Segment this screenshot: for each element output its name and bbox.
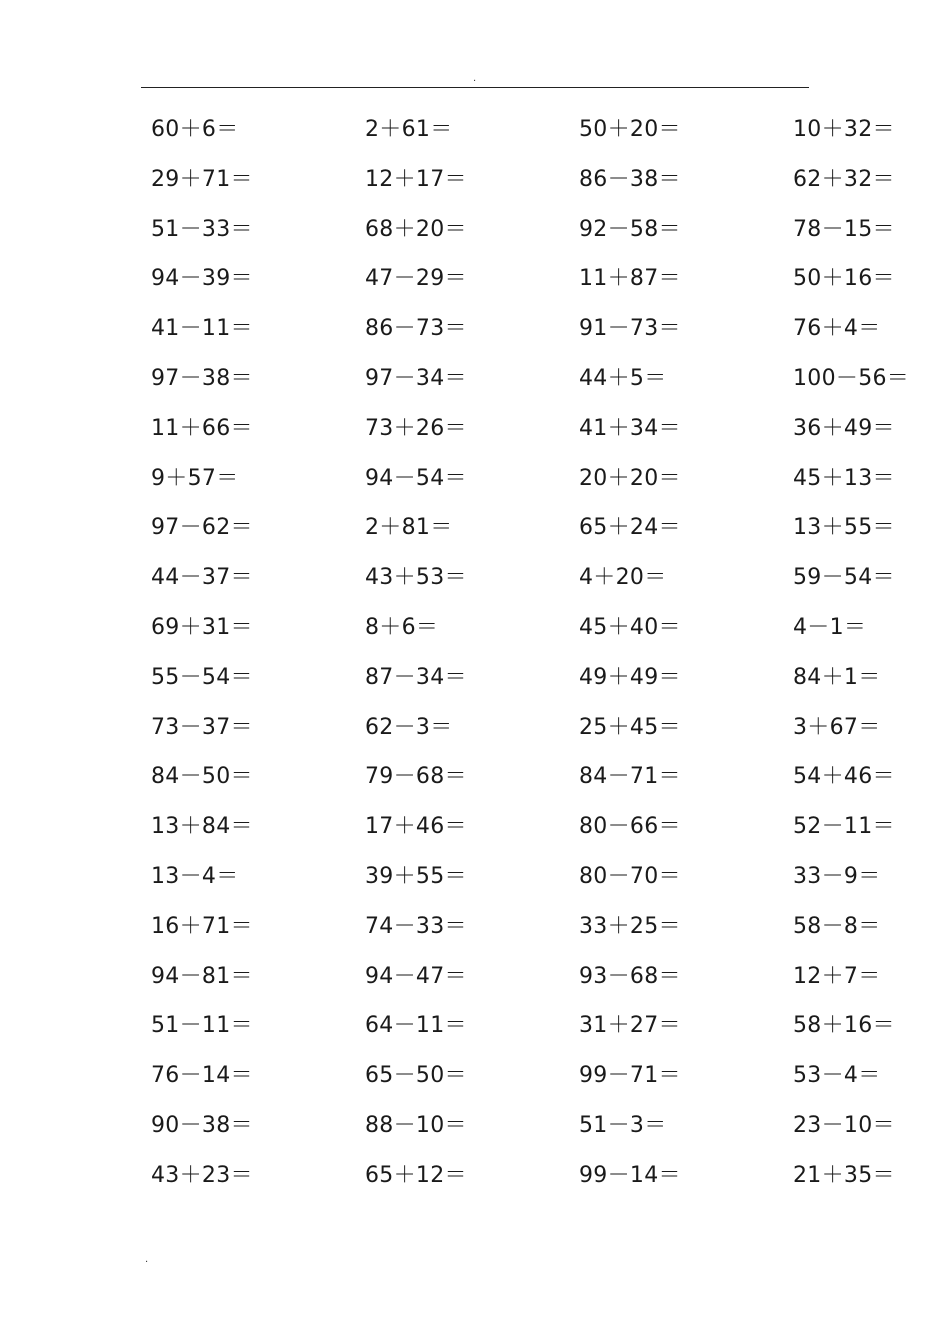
math-problem: 2＋61＝ <box>365 117 453 142</box>
math-problem: 11＋87＝ <box>579 266 681 292</box>
math-problem: 17＋46＝ <box>365 814 467 840</box>
math-problem: 55－54＝ <box>151 664 253 690</box>
math-problem: 94－81＝ <box>151 963 253 989</box>
math-problem: 91－73＝ <box>579 316 681 342</box>
math-problem: 97－34＝ <box>365 365 467 391</box>
math-problem: 12＋17＝ <box>365 166 467 192</box>
math-problem: 58－8＝ <box>793 913 881 939</box>
math-problem: 65＋24＝ <box>579 515 681 541</box>
math-problem: 93－68＝ <box>579 963 681 989</box>
math-problem: 13＋55＝ <box>793 515 895 541</box>
math-problem: 3＋67＝ <box>793 714 881 740</box>
math-problem: 65－50＝ <box>365 1063 467 1089</box>
math-problem: 50＋16＝ <box>793 266 895 292</box>
math-problem: 53－4＝ <box>793 1063 881 1089</box>
math-problem: 11＋66＝ <box>151 415 253 441</box>
math-problem: 10＋32＝ <box>793 117 895 142</box>
math-problem: 92－58＝ <box>579 216 681 242</box>
math-problem: 39＋55＝ <box>365 863 467 889</box>
math-problem: 90－38＝ <box>151 1112 253 1138</box>
math-problem: 99－14＝ <box>579 1162 681 1188</box>
math-problem: 2＋81＝ <box>365 515 453 541</box>
math-problem: 44＋5＝ <box>579 365 667 391</box>
math-problem: 86－73＝ <box>365 316 467 342</box>
math-problem: 45＋40＝ <box>579 614 681 640</box>
math-problem: 79－68＝ <box>365 764 467 790</box>
math-problem: 94－54＝ <box>365 465 467 491</box>
math-problem: 97－62＝ <box>151 515 253 541</box>
math-problem: 64－11＝ <box>365 1013 467 1039</box>
math-problem: 51－3＝ <box>579 1112 667 1138</box>
math-problem: 43＋23＝ <box>151 1162 253 1188</box>
math-problem: 20＋20＝ <box>579 465 681 491</box>
math-problem: 62＋32＝ <box>793 166 895 192</box>
problem-grid <box>151 113 943 1209</box>
math-problem: 41－11＝ <box>151 316 253 342</box>
math-problem: 84＋1＝ <box>793 664 881 690</box>
math-problem: 45＋13＝ <box>793 465 895 491</box>
math-problem: 65＋12＝ <box>365 1162 467 1188</box>
math-problem: 8＋6＝ <box>365 614 439 640</box>
math-problem: 68＋20＝ <box>365 216 467 242</box>
math-problem: 73－37＝ <box>151 714 253 740</box>
math-problem: 29＋71＝ <box>151 166 253 192</box>
math-problem: 49＋49＝ <box>579 664 681 690</box>
header-rule <box>141 87 809 88</box>
math-problem: 99－71＝ <box>579 1063 681 1089</box>
math-problem: 41＋34＝ <box>579 415 681 441</box>
math-problem: 4＋20＝ <box>579 565 667 591</box>
math-problem: 73＋26＝ <box>365 415 467 441</box>
math-problem: 50＋20＝ <box>579 117 681 142</box>
math-problem: 78－15＝ <box>793 216 895 242</box>
math-problem: 12＋7＝ <box>793 963 881 989</box>
footer-mark: . <box>145 1254 149 1265</box>
math-problem: 87－34＝ <box>365 664 467 690</box>
math-problem: 69＋31＝ <box>151 614 253 640</box>
math-problem: 43＋53＝ <box>365 565 467 591</box>
math-problem: 80－70＝ <box>579 863 681 889</box>
math-problem: 33－9＝ <box>793 863 881 889</box>
math-problem: 51－33＝ <box>151 216 253 242</box>
math-problem: 36＋49＝ <box>793 415 895 441</box>
math-problem: 84－50＝ <box>151 764 253 790</box>
math-problem: 100－56＝ <box>793 365 910 391</box>
math-problem: 88－10＝ <box>365 1112 467 1138</box>
header-mark: . <box>473 73 477 84</box>
math-problem: 84－71＝ <box>579 764 681 790</box>
math-problem: 47－29＝ <box>365 266 467 292</box>
math-problem: 21＋35＝ <box>793 1162 895 1188</box>
math-problem: 9＋57＝ <box>151 465 239 491</box>
math-problem: 33＋25＝ <box>579 913 681 939</box>
math-problem: 76＋4＝ <box>793 316 881 342</box>
math-problem: 4－1＝ <box>793 614 867 640</box>
math-problem: 13＋84＝ <box>151 814 253 840</box>
math-problem: 58＋16＝ <box>793 1013 895 1039</box>
math-problem: 94－39＝ <box>151 266 253 292</box>
math-problem: 44－37＝ <box>151 565 253 591</box>
math-problem: 52－11＝ <box>793 814 895 840</box>
math-problem: 23－10＝ <box>793 1112 895 1138</box>
math-problem: 80－66＝ <box>579 814 681 840</box>
math-problem: 13－4＝ <box>151 863 239 889</box>
math-problem: 94－47＝ <box>365 963 467 989</box>
math-problem: 76－14＝ <box>151 1063 253 1089</box>
math-problem: 74－33＝ <box>365 913 467 939</box>
math-problem: 51－11＝ <box>151 1013 253 1039</box>
math-problem: 60＋6＝ <box>151 117 239 142</box>
math-problem: 59－54＝ <box>793 565 895 591</box>
math-problem: 62－3＝ <box>365 714 453 740</box>
math-problem: 97－38＝ <box>151 365 253 391</box>
math-problem: 25＋45＝ <box>579 714 681 740</box>
math-problem: 31＋27＝ <box>579 1013 681 1039</box>
math-problem: 86－38＝ <box>579 166 681 192</box>
math-problem: 54＋46＝ <box>793 764 895 790</box>
math-problem: 16＋71＝ <box>151 913 253 939</box>
